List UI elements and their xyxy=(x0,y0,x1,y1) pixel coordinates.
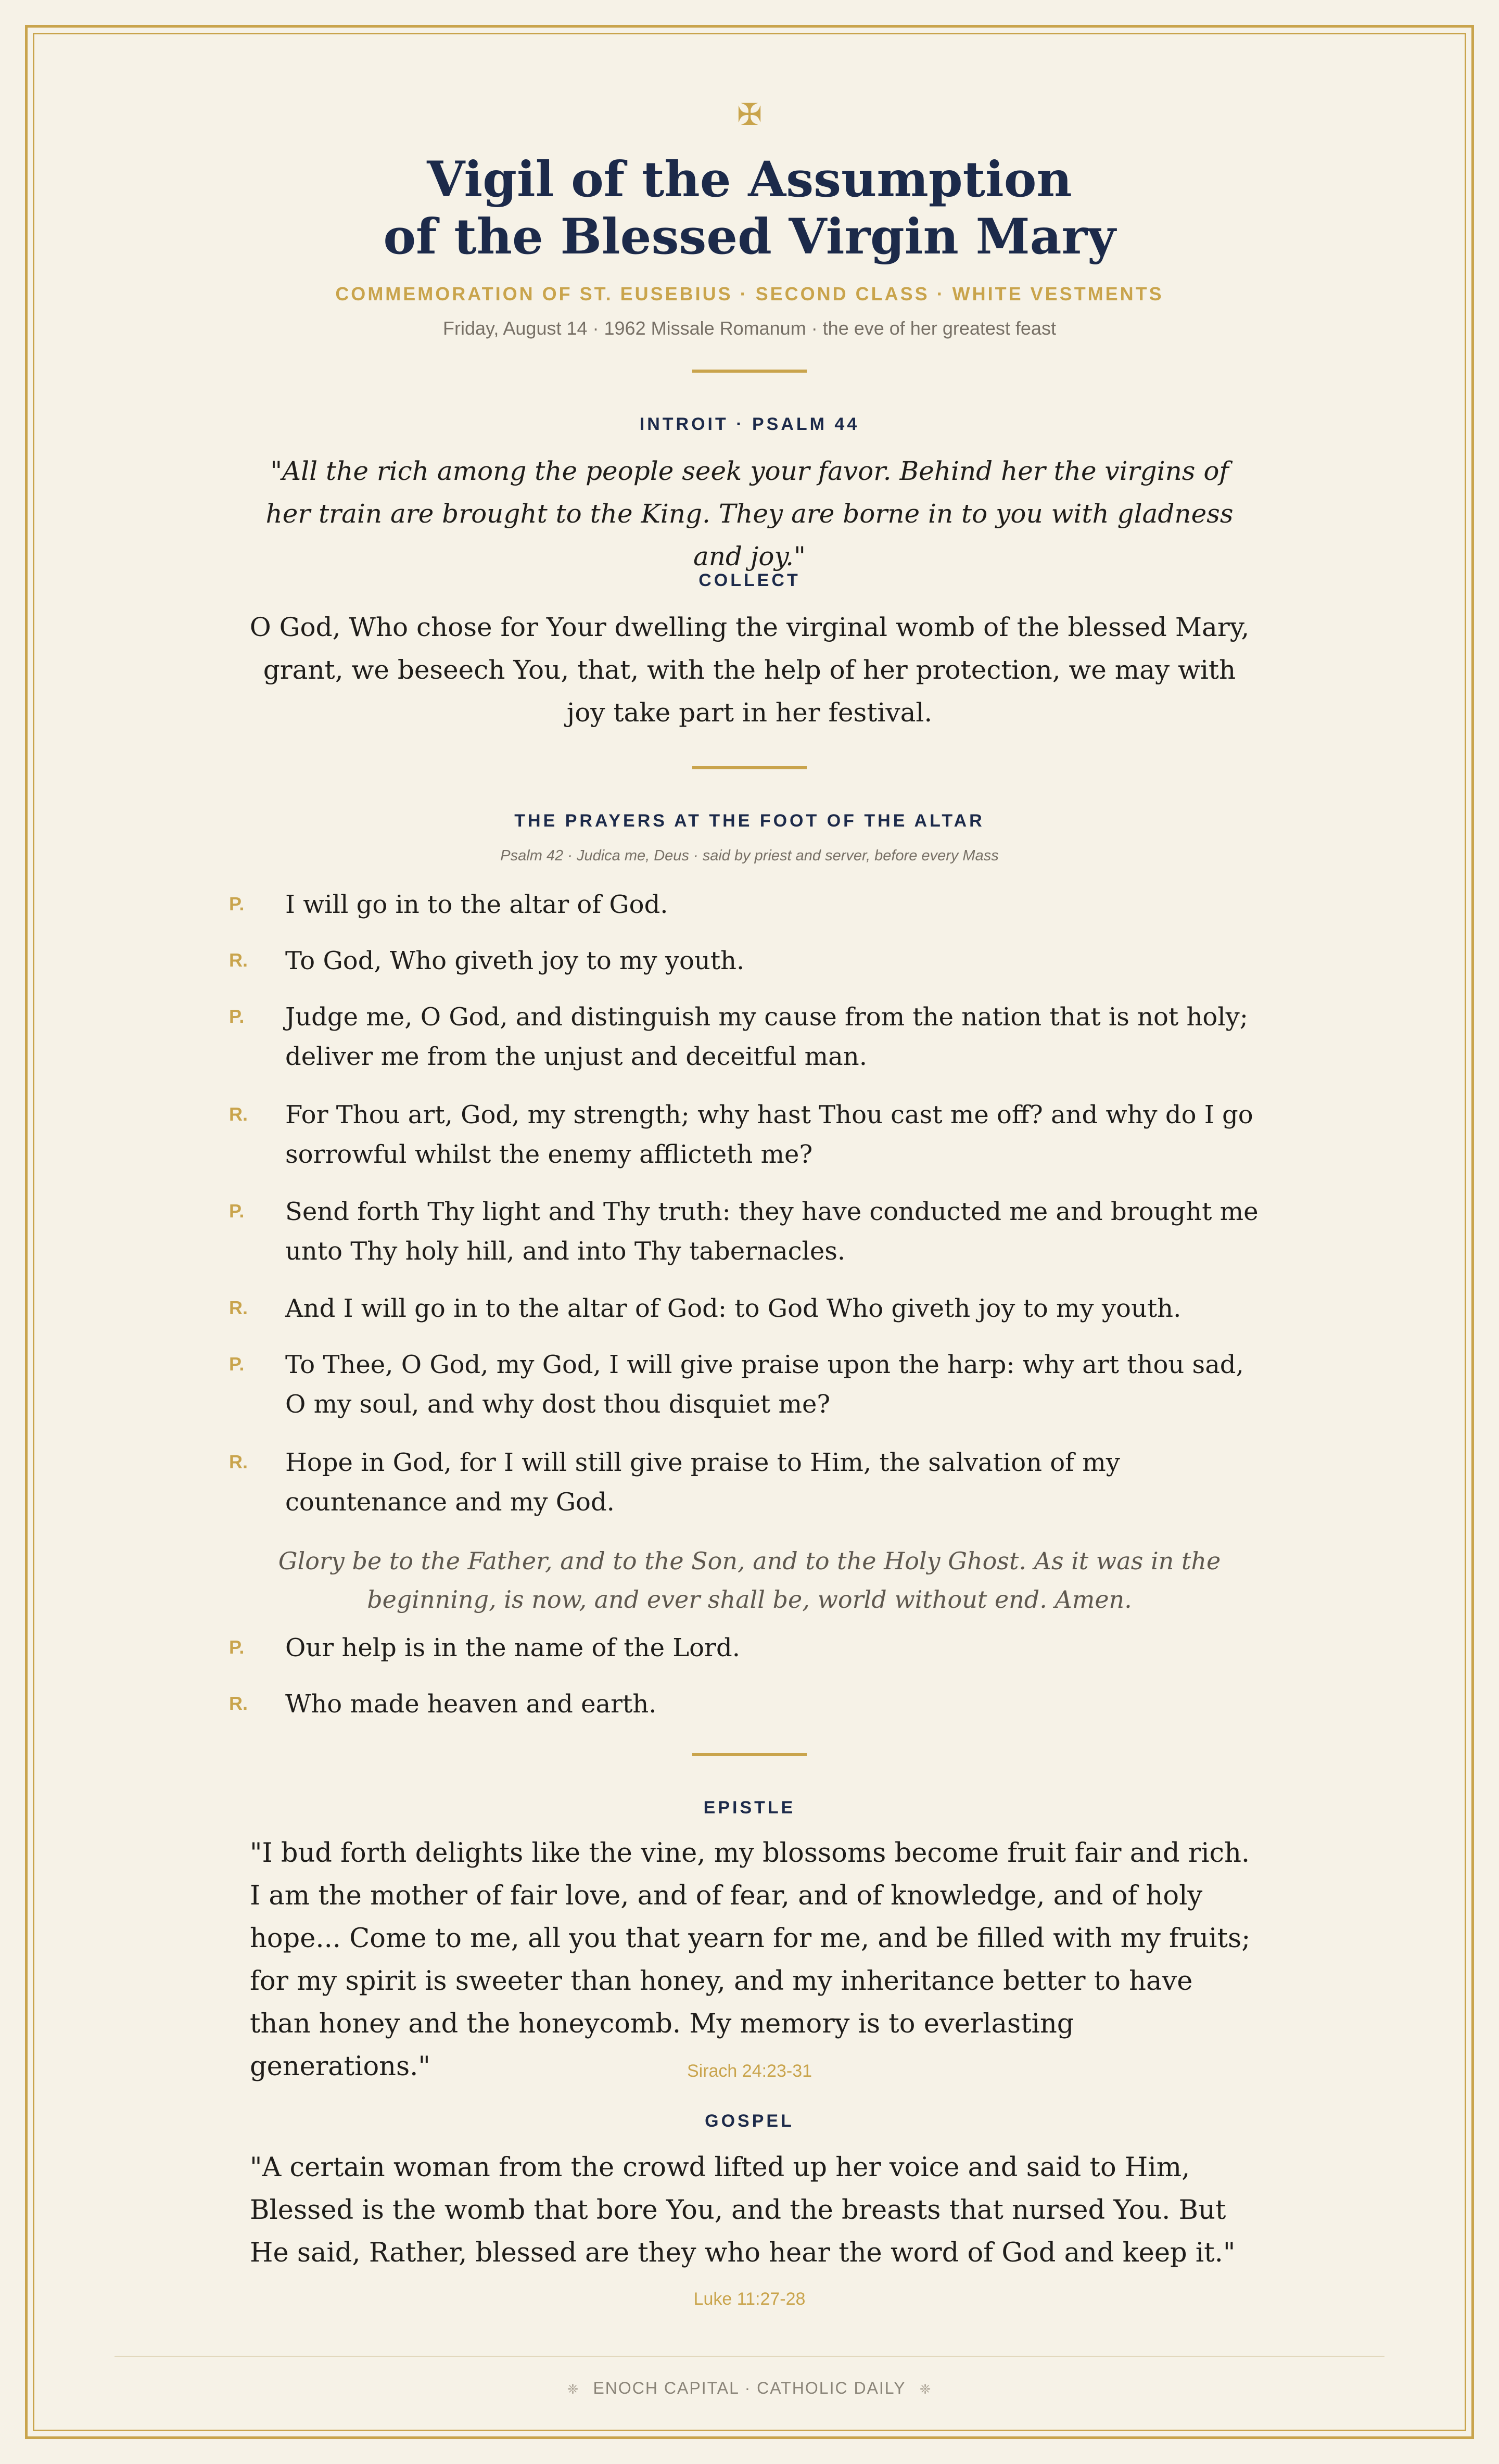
gospel-heading: GOSPEL xyxy=(705,2111,794,2131)
dialogue-text: And I will go in to the altar of God: to God Who giveth joy to my youth. xyxy=(285,1294,1182,1323)
speaker-label: R. xyxy=(229,949,248,971)
dialogue-text: Our help is in the name of the Lord. xyxy=(285,1633,740,1662)
prayers-note: Psalm 42 · Judica me, Deus · said by priest and server, before every Mass xyxy=(500,847,999,864)
speaker-label: P. xyxy=(229,1200,245,1222)
introit-heading: INTROIT · PSALM 44 xyxy=(639,414,860,434)
page-title xyxy=(0,151,1499,265)
speaker-label: P. xyxy=(229,1353,245,1375)
ornament-icon: ❈ xyxy=(567,2381,580,2397)
maltese-cross-icon: ✠ xyxy=(736,97,763,132)
dialogue-text: To Thee, O God, my God, I will give praise upon the harp: why art thou sad, O my soul, and why dost thou disquiet me? xyxy=(285,1350,1244,1419)
doxology: Glory be to the Father, and to the Son, and to the Holy Ghost. As it was in the beginning, is now, and ever shall be, world without end. Amen. xyxy=(278,1547,1221,1614)
prayers-heading: THE PRAYERS AT THE FOOT OF THE ALTAR xyxy=(514,811,985,831)
epistle-text: "I bud forth delights like the vine, my blossoms become fruit fair and rich. I am the mother of fair love, and of fear, and of knowledge, and of holy hope... Come to me, all you that yearn for me, and be filled with my fruits; for my spirit is sweeter than honey, and my inheritance better to have than honey and the honeycomb. My memory is to everlasting generations." xyxy=(250,1838,1251,2082)
speaker-label: R. xyxy=(229,1451,248,1472)
footer-divider xyxy=(115,2356,1384,2357)
speaker-label: R. xyxy=(229,1103,248,1125)
gospel-text: "A certain woman from the crowd lifted up her voice and said to Him, Blessed is the womb that bore You, and the breasts that nursed You. But He said, Rather, blessed are they who hear the word of God and keep it." xyxy=(250,2152,1236,2268)
dialogue-text: Who made heaven and earth. xyxy=(285,1690,657,1719)
footer-text: ENOCH CAPITAL · CATHOLIC DAILY xyxy=(593,2379,906,2397)
speaker-label: P. xyxy=(229,893,245,915)
dialogue-text: Judge me, O God, and distinguish my cause from the nation that is not holy; deliver me from the unjust and deceitful man. xyxy=(285,1002,1248,1071)
dateline: Friday, August 14 · 1962 Missale Romanum · the eve of her greatest feast xyxy=(443,317,1056,339)
title-line-1: Vigil of the Assumption xyxy=(427,151,1072,208)
dialogue-text: Send forth Thy light and Thy truth: they have conducted me and brought me unto Thy holy hill, and into Thy tabernacles. xyxy=(285,1197,1259,1266)
section-divider xyxy=(692,370,807,373)
section-divider xyxy=(692,1753,807,1756)
dialogue-text: To God, Who giveth joy to my youth. xyxy=(285,946,745,975)
epistle-citation: Sirach 24:23-31 xyxy=(687,2061,812,2081)
speaker-label: R. xyxy=(229,1693,248,1714)
commemoration-subtitle: COMMEMORATION OF ST. EUSEBIUS · SECOND CLASS · WHITE VESTMENTS xyxy=(335,283,1164,304)
introit-text: "All the rich among the people seek your favor. Behind her the virgins of her train are brought to the King. They are borne in to you with gladness and joy." xyxy=(265,456,1234,571)
footer xyxy=(0,2379,1499,2398)
speaker-label: P. xyxy=(229,1636,245,1658)
epistle-heading: EPISTLE xyxy=(703,1798,796,1818)
collect-heading: COLLECT xyxy=(698,570,801,590)
dialogue-text: Hope in God, for I will still give praise to Him, the salvation of my countenance and my God. xyxy=(285,1448,1120,1517)
collect-text: O God, Who chose for Your dwelling the virginal womb of the blessed Mary, grant, we beseech You, that, with the help of her protection, we may with joy take part in her festival. xyxy=(249,612,1250,728)
speaker-label: R. xyxy=(229,1297,248,1318)
gospel-citation: Luke 11:27-28 xyxy=(693,2289,806,2309)
dialogue-text: I will go in to the altar of God. xyxy=(285,890,668,919)
speaker-label: P. xyxy=(229,1006,245,1027)
section-divider xyxy=(692,766,807,769)
dialogue-text: For Thou art, God, my strength; why hast Thou cast me off? and why do I go sorrowful whilst the enemy afflicteth me? xyxy=(285,1100,1253,1169)
title-line-2: of the Blessed Virgin Mary xyxy=(383,208,1116,265)
ornament-icon: ❈ xyxy=(919,2381,932,2397)
